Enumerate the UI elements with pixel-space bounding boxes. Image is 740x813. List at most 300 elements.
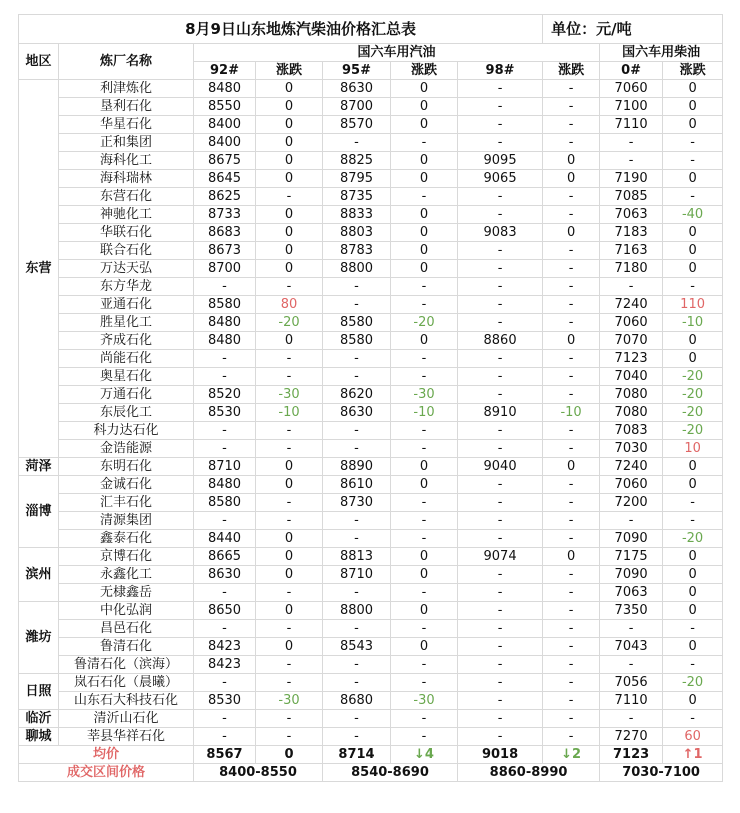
g98-change: - <box>543 116 600 134</box>
g98-change: - <box>543 530 600 548</box>
g95-change: 0 <box>391 206 458 224</box>
d0-price: 7090 <box>600 530 663 548</box>
g98-price: - <box>458 494 543 512</box>
region-cell: 菏泽 <box>19 458 59 476</box>
g92-price: - <box>194 620 256 638</box>
g98-change: - <box>543 494 600 512</box>
table-row <box>19 674 723 692</box>
g98-change-header: 涨跌 <box>543 62 600 80</box>
d0-change: - <box>663 134 723 152</box>
d0-change: - <box>663 710 723 728</box>
range-g95: 8540-8690 <box>323 764 458 782</box>
g92-change: - <box>256 422 323 440</box>
table-row <box>19 566 723 584</box>
d0-price: 7070 <box>600 332 663 350</box>
g98-change: - <box>543 476 600 494</box>
d0-change: -20 <box>663 674 723 692</box>
g98-price: - <box>458 134 543 152</box>
g95-change-header: 涨跌 <box>391 62 458 80</box>
refinery-name: 清源集团 <box>59 512 194 530</box>
g95-change: -20 <box>391 314 458 332</box>
g92-change: 0 <box>256 206 323 224</box>
d0-change: 0 <box>663 260 723 278</box>
g95-price: - <box>323 368 391 386</box>
d0-price: 7085 <box>600 188 663 206</box>
g95-change: 0 <box>391 260 458 278</box>
diesel-group-header: 国六车用柴油 <box>600 44 723 62</box>
g92-change: 0 <box>256 80 323 98</box>
g95-price: 8580 <box>323 314 391 332</box>
refinery-name: 鲁清石化 <box>59 638 194 656</box>
table-row <box>19 80 723 98</box>
g95-price: - <box>323 278 391 296</box>
d0-price: 7240 <box>600 296 663 314</box>
d0-price: 7083 <box>600 422 663 440</box>
refinery-name: 清沂山石化 <box>59 710 194 728</box>
g95-price: 8800 <box>323 602 391 620</box>
d0-change: 0 <box>663 458 723 476</box>
average-g98-chg: ↓2 <box>543 746 600 764</box>
g95-change: 0 <box>391 548 458 566</box>
g98-price: - <box>458 350 543 368</box>
table-row <box>19 332 723 350</box>
table-row <box>19 440 723 458</box>
g95-price: 8795 <box>323 170 391 188</box>
region-cell: 临沂 <box>19 710 59 728</box>
g98-price: - <box>458 440 543 458</box>
g98-price: 9040 <box>458 458 543 476</box>
d0-price: 7110 <box>600 692 663 710</box>
refinery-name: 亚通石化 <box>59 296 194 314</box>
g95-change: - <box>391 422 458 440</box>
table-row <box>19 116 723 134</box>
d0-header: 0# <box>600 62 663 80</box>
g95-change: 0 <box>391 170 458 188</box>
g92-change: 0 <box>256 152 323 170</box>
g95-change: - <box>391 620 458 638</box>
g92-price: 8645 <box>194 170 256 188</box>
g95-change: - <box>391 368 458 386</box>
d0-price: 7060 <box>600 314 663 332</box>
table-row <box>19 476 723 494</box>
g98-price: - <box>458 206 543 224</box>
g98-price: - <box>458 242 543 260</box>
g92-change: -30 <box>256 692 323 710</box>
refinery-name: 东营石化 <box>59 188 194 206</box>
average-g95-chg: ↓4 <box>391 746 458 764</box>
g95-change: - <box>391 278 458 296</box>
g92-change: - <box>256 278 323 296</box>
g98-price: - <box>458 728 543 746</box>
g95-price: 8710 <box>323 566 391 584</box>
g92-price: - <box>194 350 256 368</box>
g92-change: - <box>256 350 323 368</box>
g95-price: 8700 <box>323 98 391 116</box>
g95-change: - <box>391 710 458 728</box>
d0-price: 7163 <box>600 242 663 260</box>
g98-change: 0 <box>543 170 600 188</box>
g92-change: 0 <box>256 170 323 188</box>
g92-change: 0 <box>256 602 323 620</box>
g98-change: - <box>543 278 600 296</box>
d0-change: -20 <box>663 368 723 386</box>
d0-price: - <box>600 620 663 638</box>
d0-change: 0 <box>663 350 723 368</box>
refinery-name: 岚石石化（晨曦） <box>59 674 194 692</box>
d0-change: 0 <box>663 332 723 350</box>
d0-change: 0 <box>663 98 723 116</box>
d0-change: 0 <box>663 224 723 242</box>
range-g92: 8400-8550 <box>194 764 323 782</box>
g92-price: 8673 <box>194 242 256 260</box>
g95-change: 0 <box>391 80 458 98</box>
g95-change: 0 <box>391 602 458 620</box>
g92-price: 8580 <box>194 494 256 512</box>
range-d0: 7030-7100 <box>600 764 723 782</box>
g95-change: 0 <box>391 242 458 260</box>
refinery-name: 神驰化工 <box>59 206 194 224</box>
d0-change: - <box>663 152 723 170</box>
g98-change: 0 <box>543 152 600 170</box>
d0-price: 7180 <box>600 260 663 278</box>
refinery-name: 尚能石化 <box>59 350 194 368</box>
g92-price: 8423 <box>194 656 256 674</box>
g98-price: - <box>458 584 543 602</box>
d0-price: - <box>600 656 663 674</box>
table-row <box>19 710 723 728</box>
g95-change: 0 <box>391 98 458 116</box>
g92-change: 0 <box>256 224 323 242</box>
g92-change: 0 <box>256 134 323 152</box>
d0-price: 7080 <box>600 386 663 404</box>
table-row <box>19 368 723 386</box>
region-cell: 滨州 <box>19 548 59 602</box>
g92-price: 8650 <box>194 602 256 620</box>
d0-change: -10 <box>663 314 723 332</box>
g95-price: 8803 <box>323 224 391 242</box>
g98-change: - <box>543 602 600 620</box>
d0-price: 7063 <box>600 584 663 602</box>
g92-change: 0 <box>256 566 323 584</box>
g98-change: 0 <box>543 548 600 566</box>
d0-change: 10 <box>663 440 723 458</box>
g95-change: - <box>391 530 458 548</box>
d0-change: 0 <box>663 242 723 260</box>
g98-price: 8860 <box>458 332 543 350</box>
g95-change: 0 <box>391 116 458 134</box>
g92-change: - <box>256 494 323 512</box>
d0-change: - <box>663 188 723 206</box>
table-row <box>19 242 723 260</box>
g98-change: - <box>543 134 600 152</box>
g98-price: - <box>458 296 543 314</box>
range-g98: 8860-8990 <box>458 764 600 782</box>
refinery-name: 正和集团 <box>59 134 194 152</box>
d0-price: 7190 <box>600 170 663 188</box>
refinery-name: 东方华龙 <box>59 278 194 296</box>
g92-change: - <box>256 188 323 206</box>
table-row <box>19 350 723 368</box>
g95-price: 8890 <box>323 458 391 476</box>
d0-price: 7240 <box>600 458 663 476</box>
g98-change: - <box>543 512 600 530</box>
g95-change: 0 <box>391 152 458 170</box>
g92-price: - <box>194 422 256 440</box>
d0-price: 7043 <box>600 638 663 656</box>
table-row <box>19 422 723 440</box>
d0-change: 60 <box>663 728 723 746</box>
g98-change: - <box>543 584 600 602</box>
g95-price: - <box>323 350 391 368</box>
d0-price: 7056 <box>600 674 663 692</box>
g92-price: 8480 <box>194 476 256 494</box>
g95-price: 8800 <box>323 260 391 278</box>
g92-price: 8423 <box>194 638 256 656</box>
g95-price: 8680 <box>323 692 391 710</box>
d0-price: 7183 <box>600 224 663 242</box>
d0-price: 7200 <box>600 494 663 512</box>
region-cell: 东营 <box>19 80 59 458</box>
g95-price: - <box>323 674 391 692</box>
g98-price: - <box>458 116 543 134</box>
d0-change: 0 <box>663 638 723 656</box>
g95-change: - <box>391 656 458 674</box>
d0-change: 0 <box>663 548 723 566</box>
table-row <box>19 134 723 152</box>
g92-change: - <box>256 728 323 746</box>
average-g92-chg: 0 <box>256 746 323 764</box>
g92-change: -10 <box>256 404 323 422</box>
g95-price: 8825 <box>323 152 391 170</box>
g92-price: - <box>194 278 256 296</box>
g92-change: 0 <box>256 116 323 134</box>
refinery-name: 齐成石化 <box>59 332 194 350</box>
g95-change: -10 <box>391 404 458 422</box>
d0-change: -20 <box>663 386 723 404</box>
refinery-name: 金诚石化 <box>59 476 194 494</box>
g92-price: 8630 <box>194 566 256 584</box>
table-row <box>19 170 723 188</box>
g92-price: - <box>194 368 256 386</box>
refinery-name: 东明石化 <box>59 458 194 476</box>
g98-price: - <box>458 188 543 206</box>
d0-price: 7350 <box>600 602 663 620</box>
refinery-name: 莘县华祥石化 <box>59 728 194 746</box>
g98-change: - <box>543 242 600 260</box>
g92-change: - <box>256 512 323 530</box>
region-header: 地区 <box>19 44 59 80</box>
g95-change: - <box>391 188 458 206</box>
d0-price: 7063 <box>600 206 663 224</box>
g95-change: - <box>391 512 458 530</box>
g92-price: - <box>194 728 256 746</box>
region-cell: 日照 <box>19 674 59 710</box>
g98-price: - <box>458 710 543 728</box>
g98-change: 0 <box>543 224 600 242</box>
g98-header: 98# <box>458 62 543 80</box>
refinery-name: 利津炼化 <box>59 80 194 98</box>
g92-change: -20 <box>256 314 323 332</box>
d0-change-header: 涨跌 <box>663 62 723 80</box>
region-cell: 淄博 <box>19 476 59 548</box>
g98-change: - <box>543 368 600 386</box>
g98-change: - <box>543 656 600 674</box>
g92-price: 8400 <box>194 116 256 134</box>
price-summary-sheet <box>18 14 723 782</box>
g98-change: -10 <box>543 404 600 422</box>
g92-change: 0 <box>256 476 323 494</box>
d0-price: 7100 <box>600 98 663 116</box>
d0-change: 0 <box>663 116 723 134</box>
g98-price: - <box>458 638 543 656</box>
table-row <box>19 98 723 116</box>
g95-change: 0 <box>391 566 458 584</box>
g98-price: - <box>458 278 543 296</box>
g95-price: - <box>323 422 391 440</box>
d0-price: - <box>600 512 663 530</box>
g98-change: - <box>543 638 600 656</box>
g95-price: - <box>323 440 391 458</box>
d0-price: 7090 <box>600 566 663 584</box>
d0-change: 0 <box>663 584 723 602</box>
table-row <box>19 188 723 206</box>
g98-price: - <box>458 620 543 638</box>
g98-change: - <box>543 206 600 224</box>
refinery-name: 汇丰石化 <box>59 494 194 512</box>
g92-change-header: 涨跌 <box>256 62 323 80</box>
g98-price: 9065 <box>458 170 543 188</box>
g92-price: 8665 <box>194 548 256 566</box>
g92-change: 80 <box>256 296 323 314</box>
refinery-header: 炼厂名称 <box>59 44 194 80</box>
refinery-name: 万通石化 <box>59 386 194 404</box>
g95-change: 0 <box>391 332 458 350</box>
g98-change: - <box>543 314 600 332</box>
range-row <box>19 764 723 782</box>
g92-price: 8550 <box>194 98 256 116</box>
refinery-name: 华星石化 <box>59 116 194 134</box>
g92-change: - <box>256 674 323 692</box>
g92-price: 8710 <box>194 458 256 476</box>
g92-header: 92# <box>194 62 256 80</box>
g98-price: - <box>458 566 543 584</box>
g95-price: 8580 <box>323 332 391 350</box>
refinery-name: 联合石化 <box>59 242 194 260</box>
refinery-name: 鑫泰石化 <box>59 530 194 548</box>
g98-price: - <box>458 530 543 548</box>
table-row <box>19 584 723 602</box>
table-row <box>19 386 723 404</box>
g92-price: - <box>194 584 256 602</box>
d0-change: -20 <box>663 422 723 440</box>
g95-price: - <box>323 710 391 728</box>
g95-header: 95# <box>323 62 391 80</box>
table-row <box>19 152 723 170</box>
d0-change: -20 <box>663 530 723 548</box>
g95-price: 8730 <box>323 494 391 512</box>
g92-price: 8683 <box>194 224 256 242</box>
refinery-name: 海科瑞林 <box>59 170 194 188</box>
g92-change: - <box>256 656 323 674</box>
d0-price: - <box>600 152 663 170</box>
g92-price: 8700 <box>194 260 256 278</box>
g95-change: - <box>391 674 458 692</box>
g98-change: - <box>543 566 600 584</box>
average-g95: 8714 <box>323 746 391 764</box>
table-row <box>19 224 723 242</box>
table-row <box>19 620 723 638</box>
table-row <box>19 692 723 710</box>
g95-change: - <box>391 584 458 602</box>
g92-change: 0 <box>256 638 323 656</box>
g95-price: - <box>323 620 391 638</box>
refinery-name: 中化弘润 <box>59 602 194 620</box>
refinery-name: 无棣鑫岳 <box>59 584 194 602</box>
g98-price: - <box>458 692 543 710</box>
d0-price: 7123 <box>600 350 663 368</box>
table-row <box>19 260 723 278</box>
table-row <box>19 602 723 620</box>
g98-change: - <box>543 296 600 314</box>
table-row <box>19 278 723 296</box>
g98-price: 9095 <box>458 152 543 170</box>
g98-change: - <box>543 98 600 116</box>
refinery-name: 金诰能源 <box>59 440 194 458</box>
d0-change: 0 <box>663 602 723 620</box>
g95-price: - <box>323 134 391 152</box>
g95-change: 0 <box>391 458 458 476</box>
table-row <box>19 404 723 422</box>
refinery-name: 垦利石化 <box>59 98 194 116</box>
table-title: 8月9日山东地炼汽柴油价格汇总表 <box>19 15 543 44</box>
table-row <box>19 206 723 224</box>
g92-change: - <box>256 368 323 386</box>
g98-change: - <box>543 674 600 692</box>
g98-price: - <box>458 656 543 674</box>
refinery-name: 华联石化 <box>59 224 194 242</box>
d0-change: - <box>663 512 723 530</box>
d0-price: 7270 <box>600 728 663 746</box>
g98-price: - <box>458 386 543 404</box>
g98-price: - <box>458 512 543 530</box>
range-label: 成交区间价格 <box>19 764 194 782</box>
table-row <box>19 296 723 314</box>
refinery-name: 胜星化工 <box>59 314 194 332</box>
unit-label: 单位：元/吨 <box>543 15 723 44</box>
g95-price: 8610 <box>323 476 391 494</box>
gasoline-group-header: 国六车用汽油 <box>194 44 600 62</box>
d0-change: - <box>663 494 723 512</box>
g95-price: - <box>323 296 391 314</box>
table-row <box>19 548 723 566</box>
table-row <box>19 458 723 476</box>
g98-change: - <box>543 350 600 368</box>
g92-change: 0 <box>256 242 323 260</box>
g92-change: 0 <box>256 260 323 278</box>
d0-price: - <box>600 134 663 152</box>
g95-change: -30 <box>391 692 458 710</box>
g95-price: - <box>323 530 391 548</box>
d0-change: -40 <box>663 206 723 224</box>
d0-price: 7080 <box>600 404 663 422</box>
g92-price: - <box>194 710 256 728</box>
title-row <box>19 15 723 44</box>
g95-change: - <box>391 296 458 314</box>
g98-price: - <box>458 80 543 98</box>
g95-price: - <box>323 656 391 674</box>
g92-price: - <box>194 512 256 530</box>
refinery-name: 永鑫化工 <box>59 566 194 584</box>
